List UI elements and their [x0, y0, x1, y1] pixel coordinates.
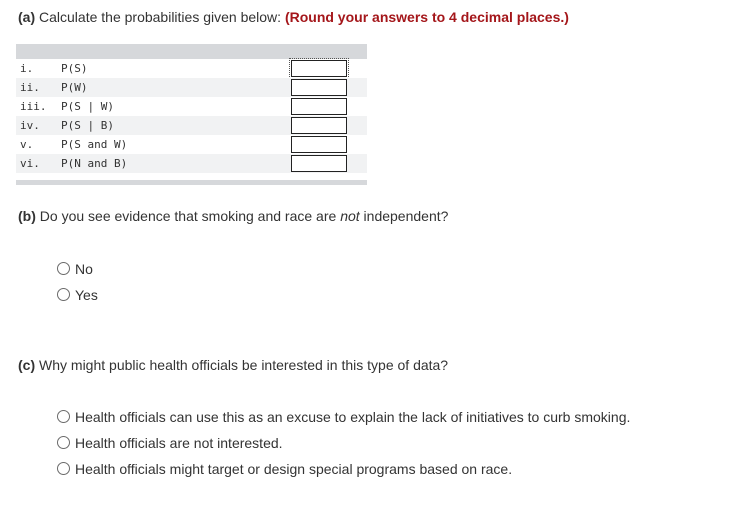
option-not-interested-label: Health officials are not interested.: [75, 435, 283, 451]
option-yes[interactable]: [57, 286, 98, 304]
table-header-band: [16, 44, 367, 59]
option-target-programs[interactable]: [57, 460, 512, 478]
table-row: [16, 116, 367, 135]
radio-no[interactable]: [57, 262, 70, 275]
row-number: iii.: [20, 100, 47, 113]
option-no[interactable]: [57, 260, 93, 278]
table-row: [16, 97, 367, 116]
radio-excuse[interactable]: [57, 410, 70, 423]
table-row: [16, 59, 367, 78]
row-expression: P(S | B): [61, 119, 114, 132]
option-not-interested[interactable]: [57, 434, 283, 452]
row-number: ii.: [20, 81, 40, 94]
answer-input-ps-and-w[interactable]: [291, 136, 347, 153]
answer-input-ps-given-b[interactable]: [291, 117, 347, 134]
row-number: i.: [20, 62, 34, 75]
table-row: [16, 78, 367, 97]
radio-not-interested[interactable]: [57, 436, 70, 449]
question-b-letter: (b): [18, 208, 36, 224]
radio-target-programs[interactable]: [57, 462, 70, 475]
answer-input-ps[interactable]: [291, 60, 347, 77]
question-b-emphasis: not: [340, 208, 360, 224]
row-expression: P(N and B): [61, 157, 128, 170]
rounding-note: (Round your answers to 4 decimal places.): [284, 9, 569, 25]
option-yes-label: Yes: [75, 287, 98, 303]
question-c-prompt: [18, 356, 448, 374]
answer-input-pw[interactable]: [291, 79, 347, 96]
question-a-letter: (a): [18, 9, 36, 25]
row-expression: P(S | W): [61, 100, 114, 113]
row-number: iv.: [20, 119, 40, 132]
table-footer-band: [16, 180, 367, 185]
question-c-text: Why might public health officials be interested in this type of data?: [35, 357, 449, 373]
option-excuse-label: Health officials can use this as an excuse to explain the lack of initiatives to curb smoking.: [75, 409, 631, 425]
row-number: v.: [20, 138, 34, 151]
row-expression: P(W): [61, 81, 88, 94]
question-b-text: Do you see evidence that smoking and race are: [35, 208, 341, 224]
question-b-text-end: independent?: [359, 208, 449, 224]
table-row: [16, 154, 367, 173]
question-c-letter: (c): [18, 357, 36, 373]
probability-table: [16, 44, 367, 185]
question-a-prompt: [18, 8, 569, 26]
row-expression: P(S): [61, 62, 88, 75]
answer-input-ps-given-w[interactable]: [291, 98, 347, 115]
option-no-label: No: [75, 261, 93, 277]
row-expression: P(S and W): [61, 138, 128, 151]
table-row: [16, 135, 367, 154]
option-excuse[interactable]: [57, 408, 630, 426]
answer-input-pn-and-b[interactable]: [291, 155, 347, 172]
question-b-prompt: [18, 207, 448, 225]
radio-yes[interactable]: [57, 288, 70, 301]
option-target-programs-label: Health officials might target or design special programs based on race.: [75, 461, 513, 477]
question-a-text: Calculate the probabilities given below:: [35, 9, 285, 25]
row-number: vi.: [20, 157, 40, 170]
